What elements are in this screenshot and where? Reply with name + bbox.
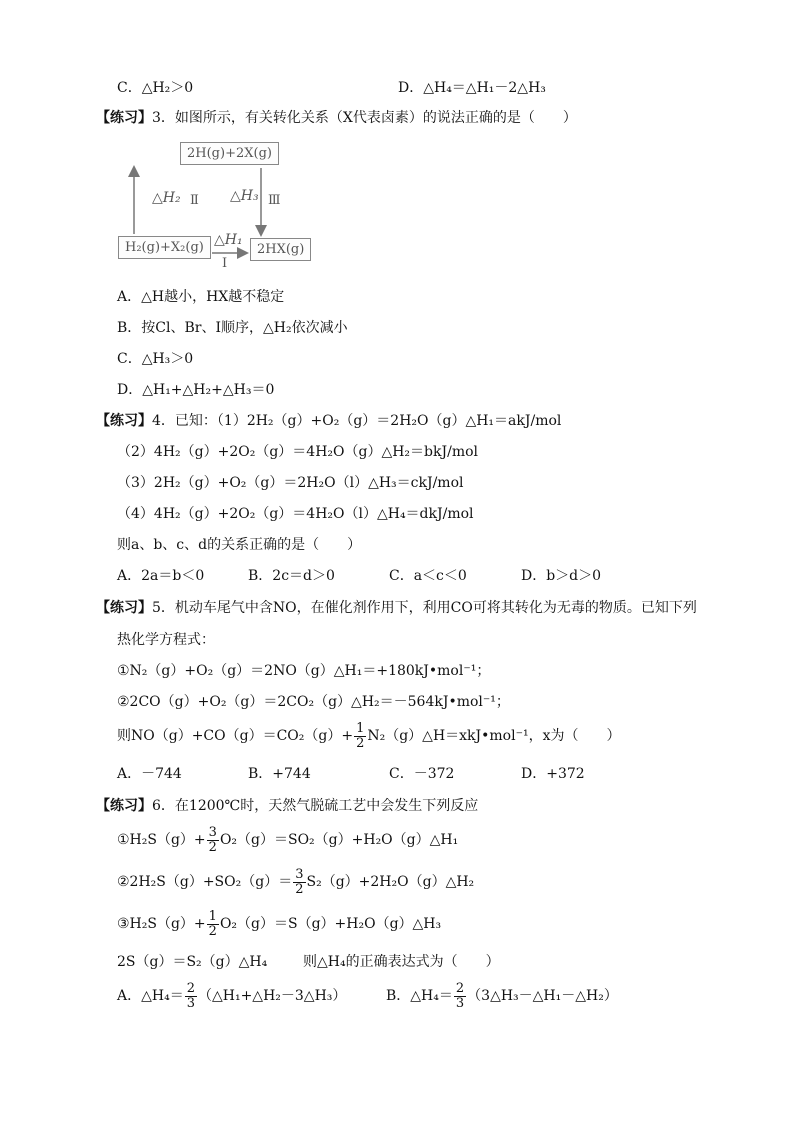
q4-option-a: A．2a＝b＜0 bbox=[117, 568, 205, 584]
option-d-prev: D．△H₄＝△H₁－2△H₃ bbox=[398, 80, 546, 96]
label-roman-2: Ⅱ bbox=[190, 193, 199, 208]
fraction bbox=[207, 910, 219, 939]
q6-eq3-part1: ③H₂S（g）+ bbox=[117, 916, 206, 932]
label-roman-1: Ⅰ bbox=[222, 256, 228, 271]
label-dh1: △H₁ bbox=[214, 232, 243, 248]
question-6-stem bbox=[96, 796, 478, 816]
fraction bbox=[207, 826, 219, 855]
q4-equation-4: （4）4H₂（g）+2O₂（g）＝4H₂O（l）△H₄＝dkJ/mol bbox=[117, 506, 474, 522]
q6-equation-2 bbox=[117, 866, 474, 898]
q6-optA-part1: A．△H₄＝ bbox=[117, 988, 184, 1004]
q4-option-c: C．a＜c＜0 bbox=[389, 568, 467, 584]
label-roman-3: Ⅲ bbox=[268, 193, 281, 208]
q5-equation-1: ①N₂（g）+O₂（g）＝2NO（g）△H₁＝+180kJ•mol⁻¹； bbox=[117, 663, 491, 679]
q6-eq1-part2: O₂（g）＝SO₂（g）+H₂O（g）△H₁ bbox=[219, 832, 459, 848]
fraction-denominator: 3 bbox=[186, 995, 195, 1011]
fraction-numerator: 3 bbox=[208, 824, 217, 840]
q5-equation-2: ②2CO（g）+O₂（g）＝2CO₂（g）△H₂＝－564kJ•mol⁻¹； bbox=[117, 694, 510, 710]
q6-equation-1 bbox=[117, 824, 458, 856]
q4-equation-3: （3）2H₂（g）+O₂（g）＝2H₂O（l）△H₃＝ckJ/mol bbox=[117, 475, 464, 491]
fraction-numerator: 1 bbox=[208, 908, 217, 924]
q6-equation-4: 2S（g）＝S₂（g）△H₄ bbox=[117, 954, 268, 970]
q6-option-a bbox=[117, 980, 346, 1012]
fraction-numerator: 3 bbox=[295, 866, 304, 882]
q4-equation-2: （2）4H₂（g）+2O₂（g）＝4H₂O（g）△H₂＝bkJ/mol bbox=[117, 444, 478, 460]
box-atoms: 2H(g)+2X(g) bbox=[180, 142, 279, 165]
fraction bbox=[454, 982, 466, 1011]
q6-eq2-part1: ②2H₂S（g）+SO₂（g）＝ bbox=[117, 874, 293, 890]
q6-optB-part2: （3△H₃－△H₁－△H₂） bbox=[467, 988, 618, 1004]
q3-option-a: A．△H越小，HX越不稳定 bbox=[117, 289, 285, 305]
q4-ask: 则a、b、c、d的关系正确的是（ ） bbox=[117, 537, 362, 553]
fraction-denominator: 2 bbox=[295, 881, 304, 897]
question-5-stem bbox=[96, 598, 697, 618]
fraction-denominator: 2 bbox=[356, 735, 365, 751]
conversion-diagram bbox=[118, 138, 318, 270]
question-4-text: 4．已知：（1）2H₂（g）+O₂（g）＝2H₂O（g）△H₁＝akJ/mol bbox=[152, 413, 562, 429]
question-5-text: 5．机动车尾气中含NO，在催化剂作用下，利用CO可将其转化为无毒的物质。已知下列 bbox=[152, 600, 697, 616]
q6-optB-part1: B．△H₄＝ bbox=[386, 988, 453, 1004]
q6-option-b bbox=[386, 980, 618, 1012]
q6-eq3-part2: O₂（g）＝S（g）+H₂O（g）△H₃ bbox=[219, 916, 442, 932]
q5-option-c: C．－372 bbox=[389, 766, 455, 782]
question-6-text: 6．在1200℃时，天然气脱硫工艺中会发生下列反应 bbox=[152, 798, 479, 814]
option-c-prev: C．△H₂＞0 bbox=[117, 80, 194, 96]
q3-option-c: C．△H₃＞0 bbox=[117, 351, 194, 367]
box-product: 2HX(g) bbox=[250, 238, 311, 261]
q5-ask-part2: N₂（g）△H＝xkJ•mol⁻¹，x为（ ） bbox=[367, 728, 621, 744]
q5-option-a: A．－744 bbox=[117, 766, 182, 782]
question-4-stem bbox=[96, 411, 561, 431]
fraction-denominator: 3 bbox=[455, 995, 465, 1011]
fraction-numerator: 2 bbox=[186, 980, 195, 996]
q6-eq2-part2: S₂（g）+2H₂O（g）△H₂ bbox=[306, 874, 475, 890]
q4-option-d: D．b＞d＞0 bbox=[521, 568, 602, 584]
fraction-numerator: 2 bbox=[455, 980, 465, 996]
label-dh2: △H₂ bbox=[152, 190, 181, 206]
exercise-tag: 【练习】 bbox=[96, 798, 152, 814]
exercise-tag: 【练习】 bbox=[96, 600, 152, 616]
box-reactants: H₂(g)+X₂(g) bbox=[118, 236, 211, 259]
q6-ask: 则△H₄的正确表达式为（ ） bbox=[303, 954, 500, 970]
q3-option-b: B．按Cl、Br、I顺序，△H₂依次减小 bbox=[117, 320, 348, 336]
label-dh3: △H₃ bbox=[230, 188, 259, 204]
fraction-denominator: 2 bbox=[208, 839, 217, 855]
q6-optA-part2: （△H₁+△H₂－3△H₃） bbox=[197, 988, 347, 1004]
q4-option-b: B．2c＝d＞0 bbox=[248, 568, 335, 584]
q5-ask-part1: 则NO（g）+CO（g）＝CO₂（g）+ bbox=[117, 728, 354, 744]
q5-option-b: B．+744 bbox=[248, 766, 311, 782]
fraction-half bbox=[354, 722, 366, 751]
q5-stem-continued: 热化学方程式： bbox=[117, 632, 215, 648]
question-3-stem bbox=[96, 108, 577, 128]
fraction bbox=[185, 982, 197, 1011]
question-3-text: 3．如图所示，有关转化关系（X代表卤素）的说法正确的是（ ） bbox=[152, 110, 577, 126]
fraction bbox=[293, 868, 305, 897]
exercise-tag: 【练习】 bbox=[96, 110, 152, 126]
q5-option-d: D．+372 bbox=[521, 766, 585, 782]
fraction-numerator: 1 bbox=[356, 720, 365, 736]
exercise-tag: 【练习】 bbox=[96, 413, 152, 429]
fraction-denominator: 2 bbox=[208, 923, 217, 939]
q5-ask bbox=[117, 720, 621, 752]
q3-option-d: D．△H₁+△H₂+△H₃＝0 bbox=[117, 382, 275, 398]
q6-equation-3 bbox=[117, 908, 441, 940]
q6-eq1-part1: ①H₂S（g）+ bbox=[117, 832, 206, 848]
